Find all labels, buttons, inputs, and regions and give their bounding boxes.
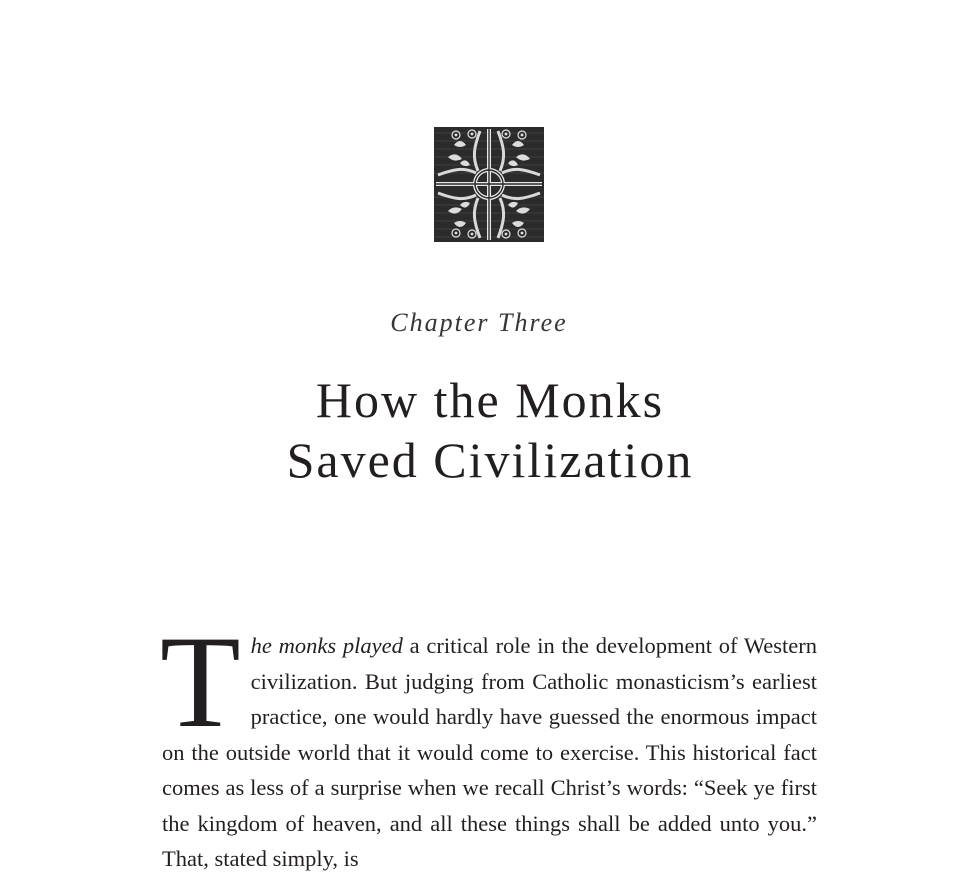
chapter-title-line-2: Saved Civilization [286,432,694,488]
paragraph-text: a critical role in the development of Western civilization. But judging from Catholic monasticism’s earliest practice, one would hardly have guessed the enormous impact on the outside world that it would come to exercise. This historical fact comes as less of a surprise when we recall Christ’s words: “Seek ye first the kingdom of heaven, and all these things shall be added unto you.” That, stated simply, is [162,633,818,871]
chapter-label: Chapter Three [390,308,568,337]
chapter-title-line-1: How the Monks [315,372,665,428]
chapter-title [0,370,958,490]
floral-cross-ornament-icon [434,127,544,242]
body-paragraph [160,608,818,877]
drop-cap: T [160,608,241,755]
lead-in-text: he monks played [250,633,403,658]
